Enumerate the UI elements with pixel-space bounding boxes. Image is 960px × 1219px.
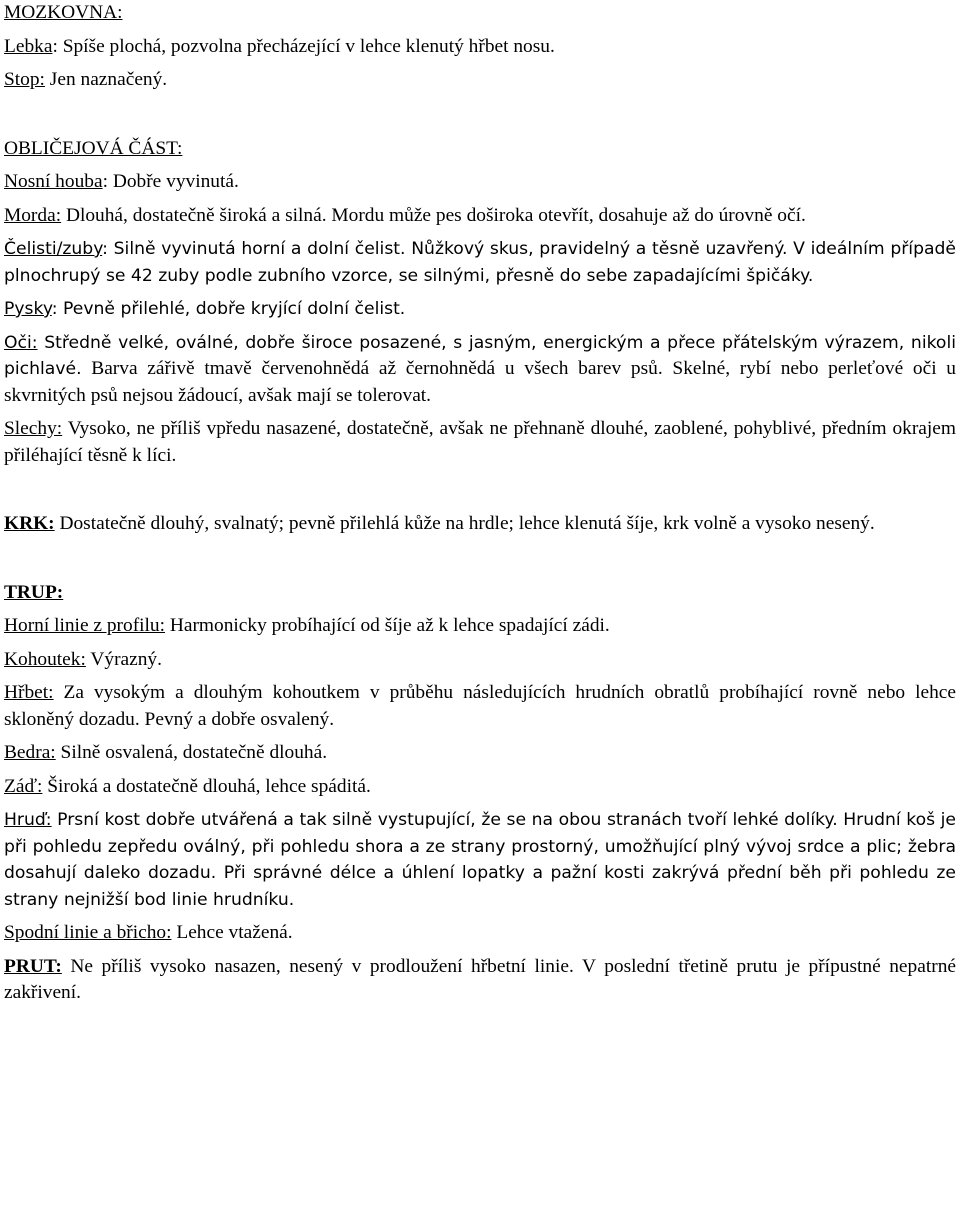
text-stop: Jen naznačený.: [44, 69, 168, 90]
heading-krk: KRK:: [4, 513, 55, 534]
text-pysky: : Pevně přilehlé, dobře kryjící dolní čelist.: [51, 299, 406, 319]
text-hrbet: Za vysokým a dlouhým kohoutkem v průběhu následujících hrudních obratlů probíhající rovně nebo lehce skloněný dozadu. Pevný a dobře osvalený.: [4, 682, 956, 730]
document-page: [4, 0, 956, 1007]
heading-trup-line: [4, 580, 956, 607]
para-pysky: [4, 296, 956, 323]
term-celisti: Čelisti/zuby: [4, 239, 103, 259]
text-kohoutek: Výrazný.: [85, 648, 162, 670]
text-bedra: Silně osvalená, dostatečně dlouhá.: [55, 742, 328, 763]
para-slechy: [4, 416, 956, 469]
para-houba: [4, 169, 956, 196]
text-oci-2: Barva zářivě tmavě červenohnědá až černohnědá u všech barev psů. Skelné, rybí nebo perleťové oči u skvrnitých psů nejsou žádoucí, avšak mají se tolerovat.: [4, 358, 956, 406]
term-hrud: Hruď:: [4, 810, 52, 830]
term-slechy: Slechy:: [4, 418, 63, 439]
text-morda: Dlouhá, dostatečně široká a silná. Mordu může pes doširoka otevřít, dosahuje až do úrovně očí.: [61, 204, 806, 226]
text-linie: Harmonicky probíhající od šíje až k lehce spadající zádi.: [165, 615, 610, 636]
para-spodni: [4, 920, 956, 947]
para-kohoutek: [4, 647, 956, 674]
text-zad: Široká a dostatečně dlouhá, lehce spáditá.: [42, 775, 371, 797]
heading-mozkovna: [4, 0, 956, 27]
para-morda: [4, 203, 956, 230]
term-linie: Horní linie z profilu:: [4, 615, 166, 636]
section-heading: OBLIČEJOVÁ ČÁST:: [4, 137, 183, 159]
para-zad: [4, 774, 956, 801]
para-hrud: [4, 807, 956, 913]
para-hrbet: [4, 680, 956, 733]
para-bedra: [4, 740, 956, 767]
term-oci: Oči:: [4, 332, 38, 353]
term-hrbet: Hřbet:: [4, 682, 54, 703]
text-houba: : Dobře vyvinutá.: [102, 171, 239, 192]
para-celisti: [4, 236, 956, 289]
text-prut: Ne příliš vysoko nasazen, nesený v prodloužení hřbetní linie. V poslední třetině prutu je přípustné nepatrné zakřivení.: [4, 955, 956, 1003]
heading-trup: TRUP:: [4, 581, 64, 603]
text-krk: Dostatečně dlouhý, svalnatý; pevně přilehlá kůže na hrdle; lehce klenutá šíje, krk volně a vysoko nesený.: [54, 513, 875, 534]
term-pysky: Pysky: [4, 299, 52, 319]
text-hrud: Prsní kost dobře utvářená a tak silně vystupující, že se na obou stranách tvoří lehké dolíky.: [51, 810, 844, 830]
term-stop: Stop:: [4, 69, 45, 90]
term-morda: Morda:: [4, 204, 62, 226]
text-slechy: Vysoko, ne příliš vpředu nasazené, dostatečně, avšak ne přehnaně dlouhé, zaoblené, pohyblivé, předním okrajem přiléhající těsně k líci.: [4, 418, 956, 466]
text-celisti: : Silně vyvinutá horní a dolní čelist. Nůžkový skus, pravidelný a těsně uzavřený. V ideálním případě plnochrupý se 42 zuby podle zubního vzorce, se silnými, přesně do sebe zapadajícími špičáky.: [4, 239, 956, 286]
para-lebka: [4, 34, 956, 61]
heading-prut: PRUT:: [4, 955, 62, 977]
para-prut: [4, 954, 956, 1007]
text-lebka: : Spíše plochá, pozvolna přecházející v lehce klenutý hřbet nosu.: [52, 35, 555, 57]
term-zad: Záď:: [4, 775, 43, 797]
term-kohoutek: Kohoutek:: [4, 648, 86, 670]
para-linie: [4, 613, 956, 640]
para-stop: [4, 67, 956, 94]
section-heading: MOZKOVNA:: [4, 2, 123, 23]
term-lebka: Lebka: [4, 35, 53, 57]
term-houba: Nosní houba: [4, 171, 103, 192]
para-krk: [4, 511, 956, 538]
text-oci: Středně velké, oválné, dobře široce posazené, s jasným, energickým a přece přátelským výrazem, nikoli pichlavé.: [4, 332, 956, 379]
term-bedra: Bedra:: [4, 742, 56, 763]
text-hrud-2: Hrudní koš je při pohledu zepředu oválný, při pohledu shora a ze strany prostorný, umožňující plný vývoj srdce a plic; žebra dosahují daleko dozadu. Při správné délce a úhlení lopatky a pažní kosti zakrývá přední běh při pohledu ze strany nejnižší bod linie hrudníku.: [4, 810, 956, 910]
para-oci: [4, 330, 956, 410]
heading-oblicej: [4, 136, 956, 163]
text-spodni: Lehce vtažená.: [171, 922, 293, 943]
term-spodni: Spodní linie a břicho:: [4, 922, 172, 943]
